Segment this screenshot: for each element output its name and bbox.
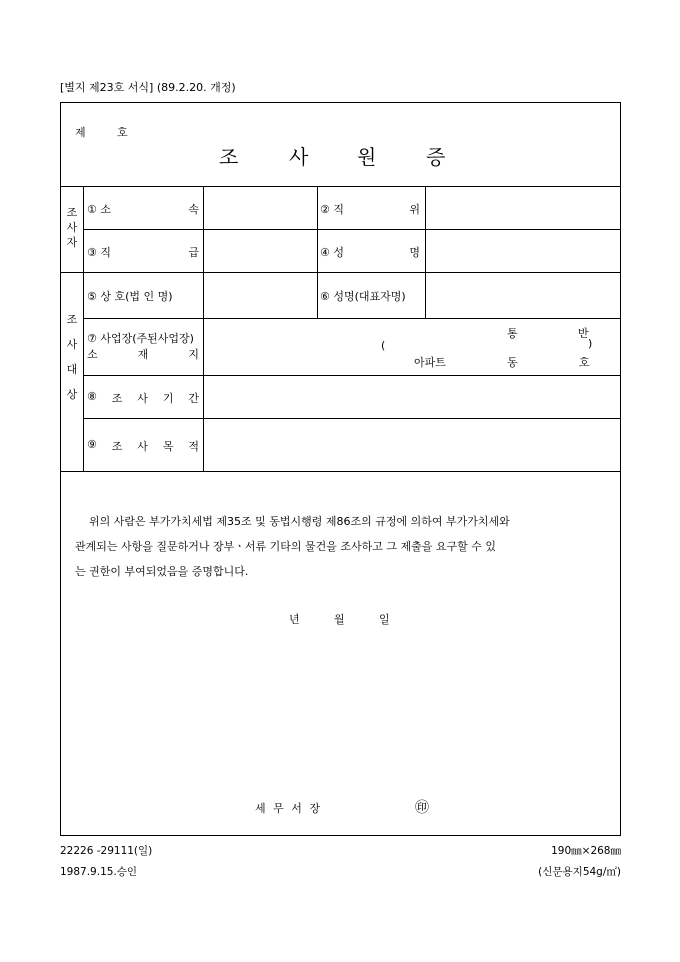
certification-line: 관계되는 사항을 질문하거나 장부ㆍ서류 기타의 물건을 조사하고 그 제출을 요구할 수 있 (75, 540, 496, 553)
affiliation-label: ① 소 속 (87, 203, 199, 216)
divider (425, 186, 426, 318)
business-place-label: ⑦ 사업장(주된사업장) (87, 332, 194, 345)
divider (83, 229, 620, 230)
period-label: ⑧ 조 사 기 간 (87, 390, 199, 405)
title-char: 조 (219, 145, 239, 169)
divider (61, 471, 620, 472)
rank-label: ③ 직 급 (87, 246, 199, 259)
date-month: 월 (334, 613, 345, 626)
address-apartment: 아파트 (414, 356, 446, 369)
paper-type: (신문용지54g/㎡) (538, 866, 621, 878)
name-label: ④ 성 명 (320, 246, 420, 259)
divider (83, 375, 620, 376)
form-code: 22226 -29111(일) (60, 845, 153, 857)
address-open-paren: ( (381, 339, 386, 352)
divider (83, 418, 620, 419)
representative-label: ⑥ 성명(대표자명) (320, 290, 406, 303)
certification-line: 위의 사람은 부가가치세법 제35조 및 동법시행령 제86조의 규정에 의하여 부가가치세와 (89, 515, 510, 528)
form-reference: [별지 제23호 서식] (89.2.20. 개정) (60, 81, 236, 94)
number-suffix: 호 (117, 126, 128, 139)
date-day: 일 (379, 613, 390, 626)
purpose-label: ⑨ 조 사 목 적 (87, 438, 199, 453)
position-label: ② 직 위 (320, 203, 420, 216)
address-tong: 통 (507, 327, 518, 340)
address-ho: 호 (579, 356, 590, 369)
number-label: 제 (75, 126, 86, 139)
address-dong: 동 (507, 356, 518, 369)
paper-size: 190㎜×268㎜ (551, 845, 621, 857)
seal-mark: ㊞ (415, 800, 429, 816)
tax-office-head: 세 무 서 장 (255, 802, 322, 815)
address-ban: 반 (578, 327, 589, 340)
address-close-paren: ) (588, 337, 593, 350)
divider (61, 272, 620, 273)
certificate-form (60, 102, 621, 836)
certification-line: 는 권한이 부여되었음을 증명합니다. (75, 565, 249, 578)
subject-group-label: 조 사 대 상 (66, 313, 78, 401)
title-char: 원 (357, 145, 377, 169)
date-year: 년 (289, 613, 300, 626)
investigator-group-label: 조 사 자 (66, 206, 78, 249)
location-label: 소 재 지 (87, 348, 199, 361)
divider (83, 186, 84, 471)
divider (61, 186, 620, 187)
divider (203, 186, 204, 471)
divider (317, 186, 318, 318)
approval-date: 1987.9.15.승인 (60, 866, 138, 878)
title-char: 사 (289, 145, 309, 169)
title-char: 증 (426, 145, 446, 169)
divider (83, 318, 620, 319)
trade-name-label: ⑤ 상 호(법 인 명) (87, 290, 173, 303)
